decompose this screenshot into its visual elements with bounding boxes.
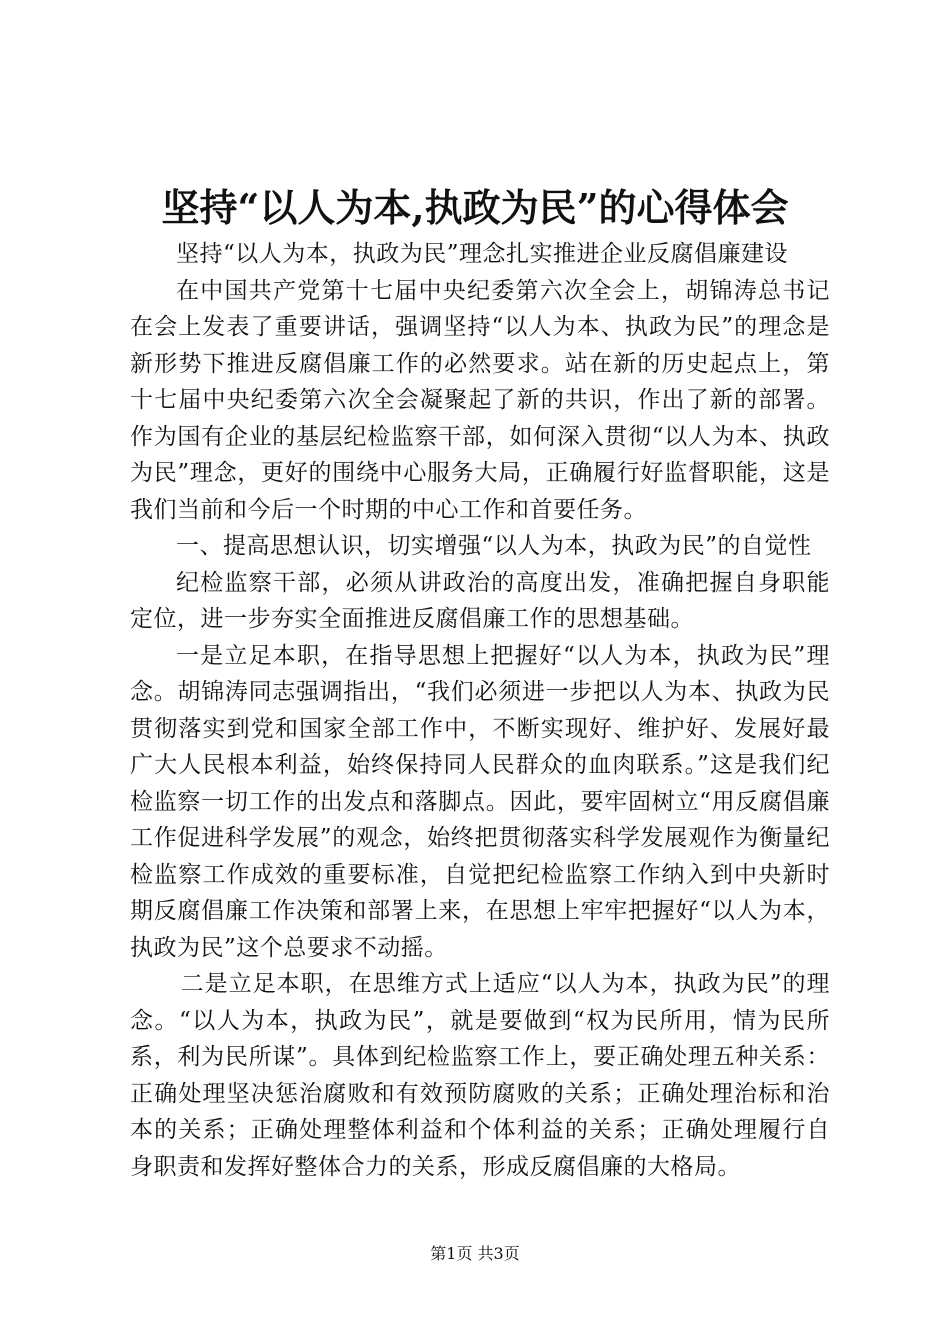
paragraph-point-1: 一是立足本职，在指导思想上把握好“以人为本，执政为民”理念。胡锦涛同志强调指出，“我们必须进一步把以人为本、执政为民贯彻落实到党和国家全部工作中，不断实现好、维护好、发展好最广大人民根本利益，始终保持同人民群众的血肉联系。”这是我们纪检监察一切工作的出发点和落脚点。因此，要牢固树立“用反腐倡廉工作促进科学发展”的观念，始终把贯彻落实科学发展观作为衡量纪检监察工作成效的重要标准，自觉把纪检监察工作纳入到中央新时期反腐倡廉工作决策和部署上来，在思想上牢牢把握好“以人为本，执政为民”这个总要求不动摇。: [130, 642, 830, 961]
paragraph-section-1: 纪检监察干部，必须从讲政治的高度出发，准确把握自身职能定位，进一步夯实全面推进反腐倡廉工作的思想基础。: [130, 569, 830, 632]
paragraph-point-2: 二是立足本职，在思维方式上适应“以人为本，执政为民”的理念。“以人为本，执政为民”，就是要做到“权为民所用，情为民所系，利为民所谋”。具体到纪检监察工作上，要正确处理五种关系：正确处理坚决惩治腐败和有效预防腐败的关系；正确处理治标和治本的关系；正确处理整体利益和个体利益的关系；正确处理履行自身职责和发挥好整体合力的关系，形成反腐倡廉的大格局。: [130, 971, 830, 1180]
paragraph-subtitle: 坚持“以人为本，执政为民”理念扎实推进企业反腐倡廉建设: [176, 241, 789, 267]
paragraph-intro: 在中国共产党第十七届中央纪委第六次全会上，胡锦涛总书记在会上发表了重要讲话，强调坚持“以人为本、执政为民”的理念是新形势下推进反腐倡廉工作的必然要求。站在新的历史起点上，第十七届中央纪委第六次全会凝聚起了新的共识，作出了新的部署。作为国有企业的基层纪检监察干部，如何深入贯彻“以人为本、执政为民”理念，更好的围绕中心服务大局，正确履行好监督职能，这是我们当前和今后一个时期的中心工作和首要任务。: [130, 277, 830, 523]
document-title: 坚持“以人为本,执政为民”的心得体会: [161, 185, 789, 230]
page-number-footer: 第1页 共3页: [430, 1244, 520, 1263]
document-body: [130, 236, 830, 1185]
section-heading-1: 一、提高思想认识，切实增强“以人为本，执政为民”的自觉性: [176, 533, 812, 559]
